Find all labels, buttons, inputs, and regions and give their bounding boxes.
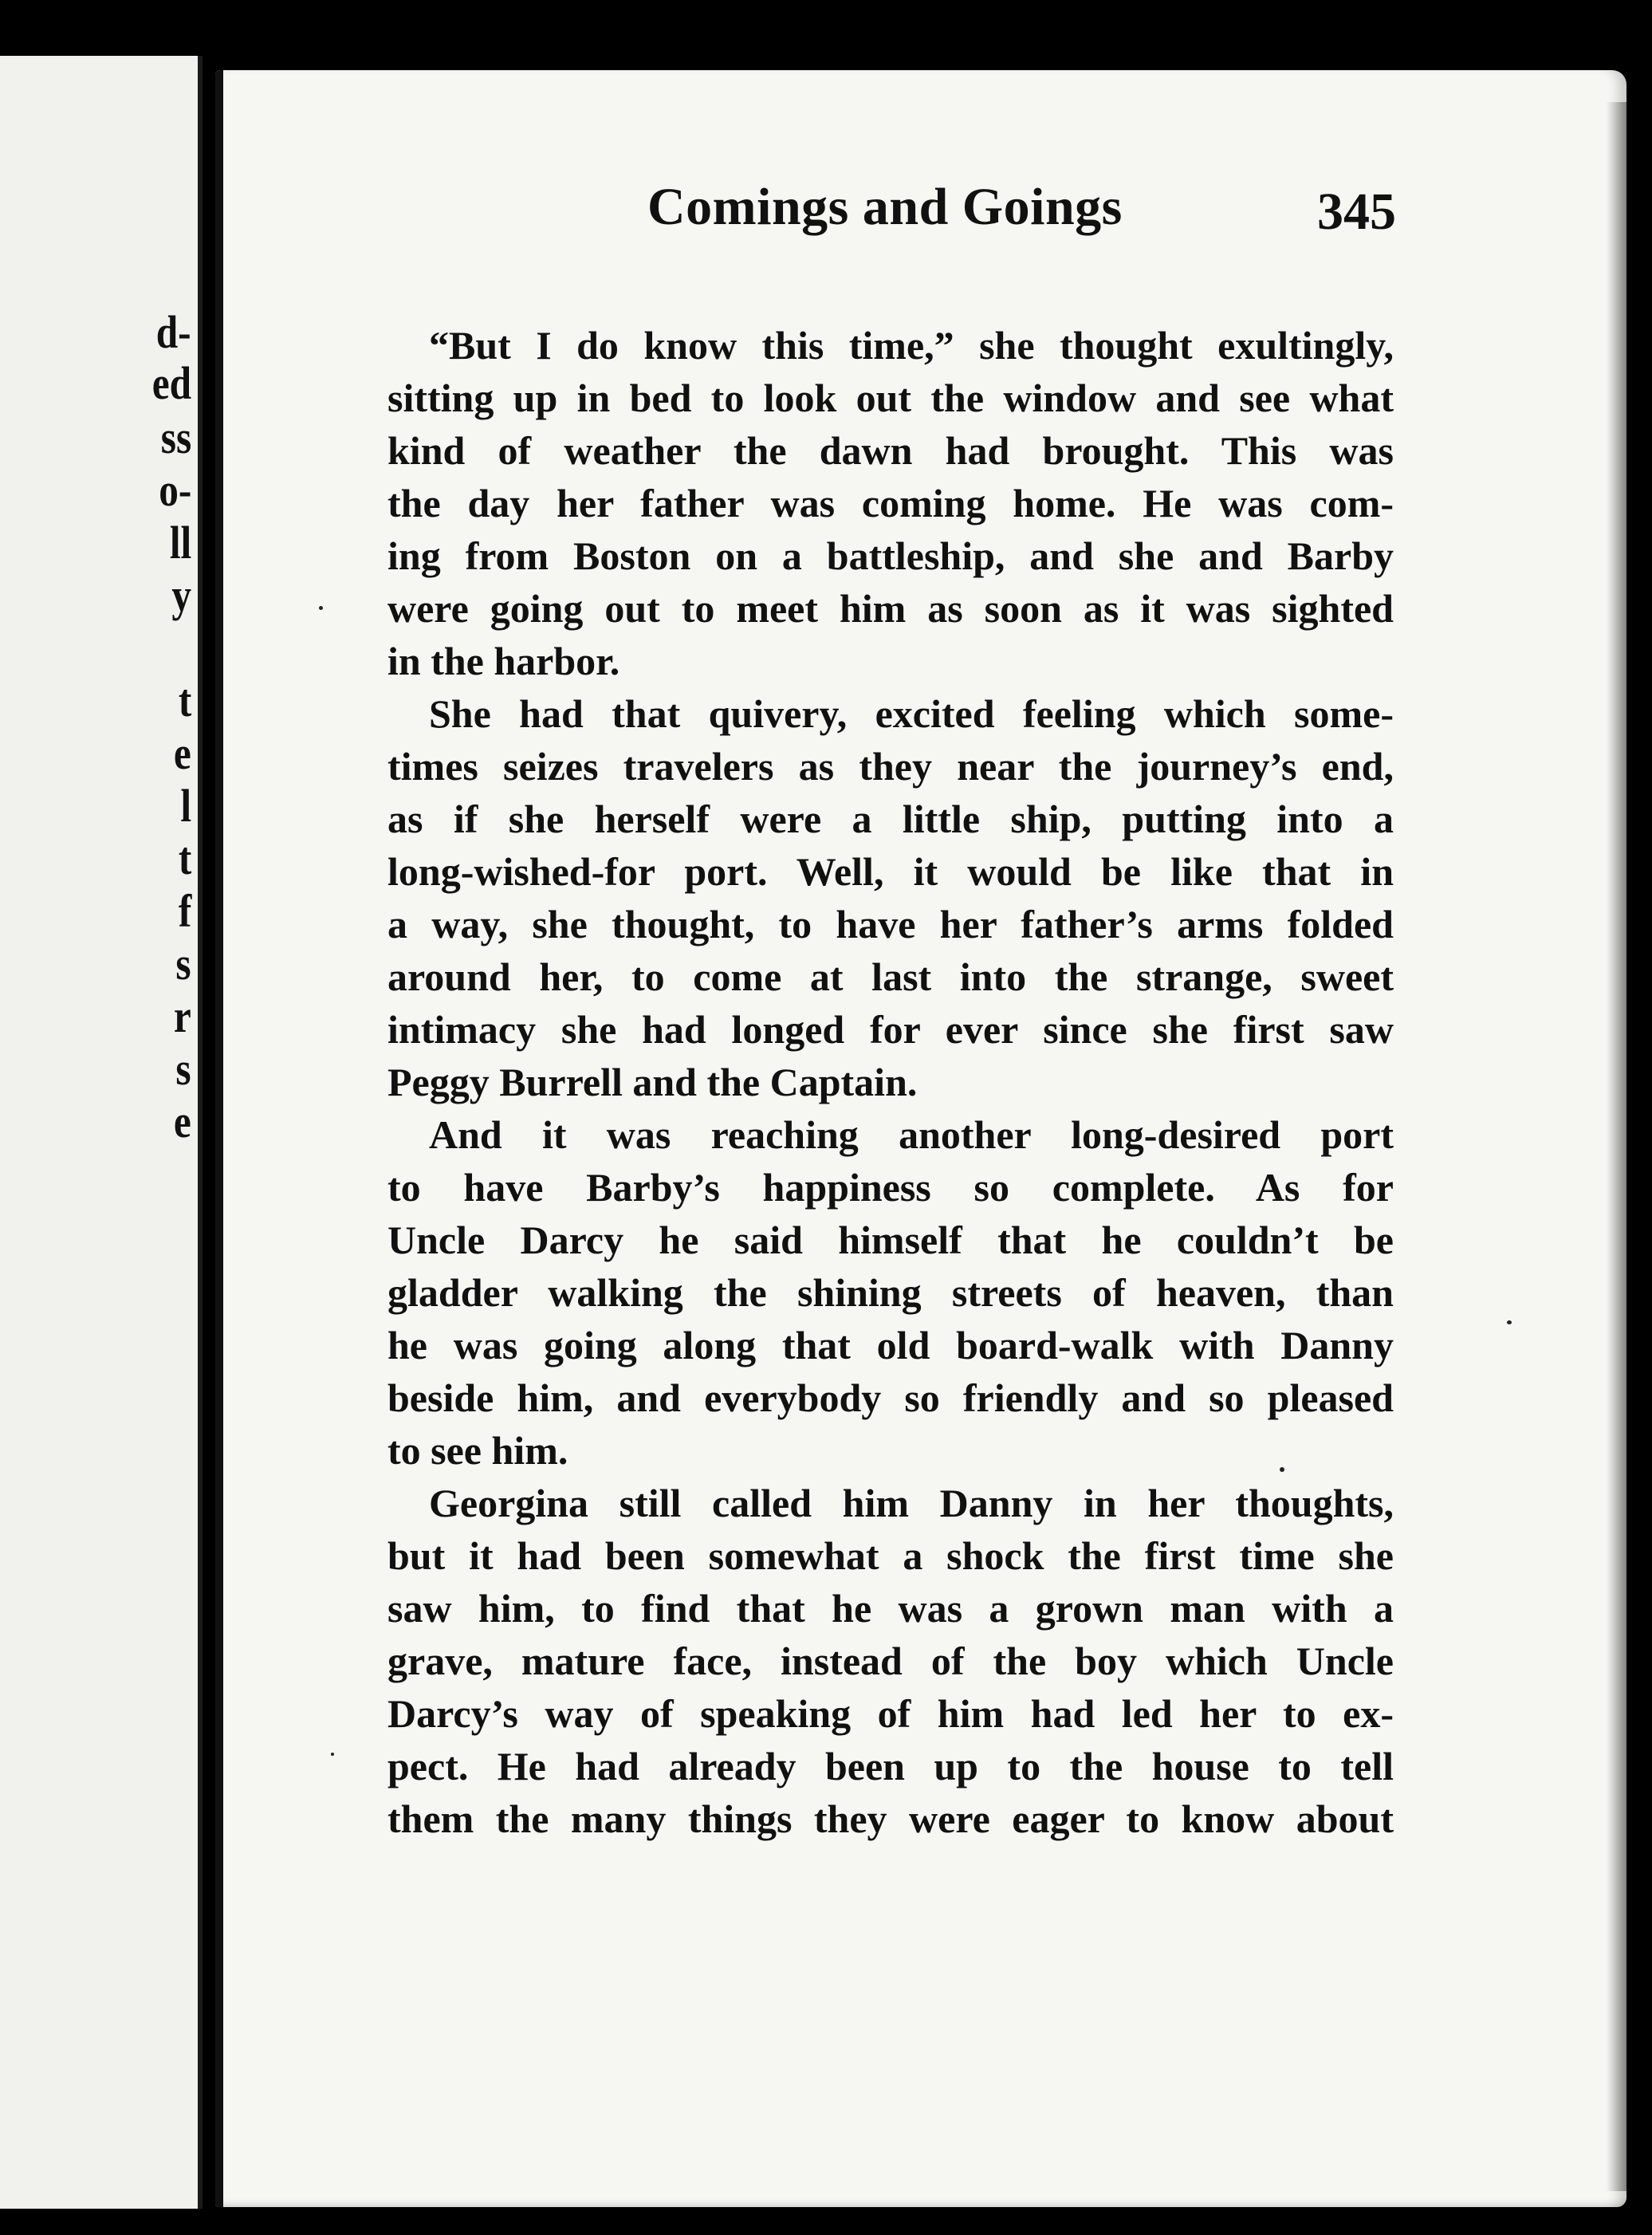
previous-page-edge <box>0 56 203 2209</box>
text-line: times seizes travelers as they near the journey’s end, <box>387 744 1394 789</box>
prev-line-fragment: ss <box>160 411 191 463</box>
text-line: Peggy Burrell and the Captain. <box>387 1060 918 1104</box>
text-line: but it had been somewhat a shock the first time she <box>387 1533 1394 1578</box>
chapter-title: Comings and Goings <box>647 178 1123 236</box>
scan-speck <box>1507 1320 1512 1324</box>
prev-line-fragment: r <box>174 990 191 1042</box>
text-line: kind of weather the dawn had brought. This was <box>387 428 1394 473</box>
text-line: Georgina still called him Danny in her thoughts, <box>429 1481 1394 1525</box>
text-line: a way, she thought, to have her father’s arms folded <box>387 902 1394 946</box>
text-line: he was going along that old board-walk with Danny <box>387 1323 1394 1367</box>
text-line: saw him, to find that he was a grown man with a <box>387 1586 1394 1631</box>
text-line: ing from Boston on a battleship, and she and Barby <box>387 533 1394 578</box>
paragraph <box>387 319 1394 687</box>
text-line: as if she herself were a little ship, putting into a <box>387 797 1394 841</box>
text-line: gladder walking the shining streets of heaven, than <box>387 1270 1394 1315</box>
text-line: And it was reaching another long-desired port <box>429 1112 1394 1157</box>
prev-line-fragment: t <box>178 832 191 884</box>
text-line: Uncle Darcy he said himself that he couldn’t be <box>387 1218 1394 1262</box>
text-line: around her, to come at last into the strange, sweet <box>387 954 1394 999</box>
text-line: beside him, and everybody so friendly and so pleased <box>387 1375 1394 1420</box>
prev-line-fragment: f <box>178 885 191 937</box>
text-line: to have Barby’s happiness so complete. As for <box>387 1165 1394 1210</box>
body-text <box>387 319 1394 1845</box>
prev-line-fragment: e <box>174 1096 191 1147</box>
text-line: pect. He had already been up to the house to tell <box>387 1744 1394 1788</box>
text-line: were going out to meet him as soon as it was sighted <box>387 586 1394 631</box>
text-line: Darcy’s way of speaking of him had led her to ex- <box>387 1691 1394 1736</box>
text-line: sitting up in bed to look out the window and see what <box>387 376 1394 420</box>
text-line: them the many things they were eager to know about <box>387 1796 1394 1841</box>
paragraph <box>387 687 1394 1108</box>
text-line: She had that quivery, excited feeling which some- <box>429 691 1394 736</box>
prev-line-fragment: s <box>175 1043 191 1095</box>
page-number: 345 <box>1317 183 1396 241</box>
text-line: grave, mature face, instead of the boy which Uncle <box>387 1639 1394 1683</box>
prev-line-fragment: o- <box>158 464 191 516</box>
prev-line-fragment: y <box>171 569 191 621</box>
text-line: “But I do know this time,” she thought exultingly, <box>429 323 1394 368</box>
scan-speck <box>331 1753 334 1756</box>
paragraph <box>387 1477 1394 1845</box>
prev-line-fragment: ll <box>169 517 191 569</box>
text-line: in the harbor. <box>387 639 620 683</box>
paragraph <box>387 1108 1394 1477</box>
prev-line-fragment: e <box>174 727 191 779</box>
running-head <box>431 177 1411 249</box>
text-line: long-wished-for port. Well, it would be like that in <box>387 849 1394 894</box>
prev-line-fragment: ed <box>151 357 191 409</box>
prev-line-fragment: s <box>175 938 191 990</box>
prev-line-fragment: t <box>178 675 191 726</box>
text-line: intimacy she had longed for ever since she first saw <box>387 1007 1394 1052</box>
scan-speck <box>319 606 323 610</box>
prev-line-fragment: l <box>180 780 191 832</box>
text-line: to see him. <box>387 1428 568 1473</box>
prev-line-fragment: d- <box>156 306 191 358</box>
text-line: the day her father was coming home. He was com- <box>387 481 1394 525</box>
